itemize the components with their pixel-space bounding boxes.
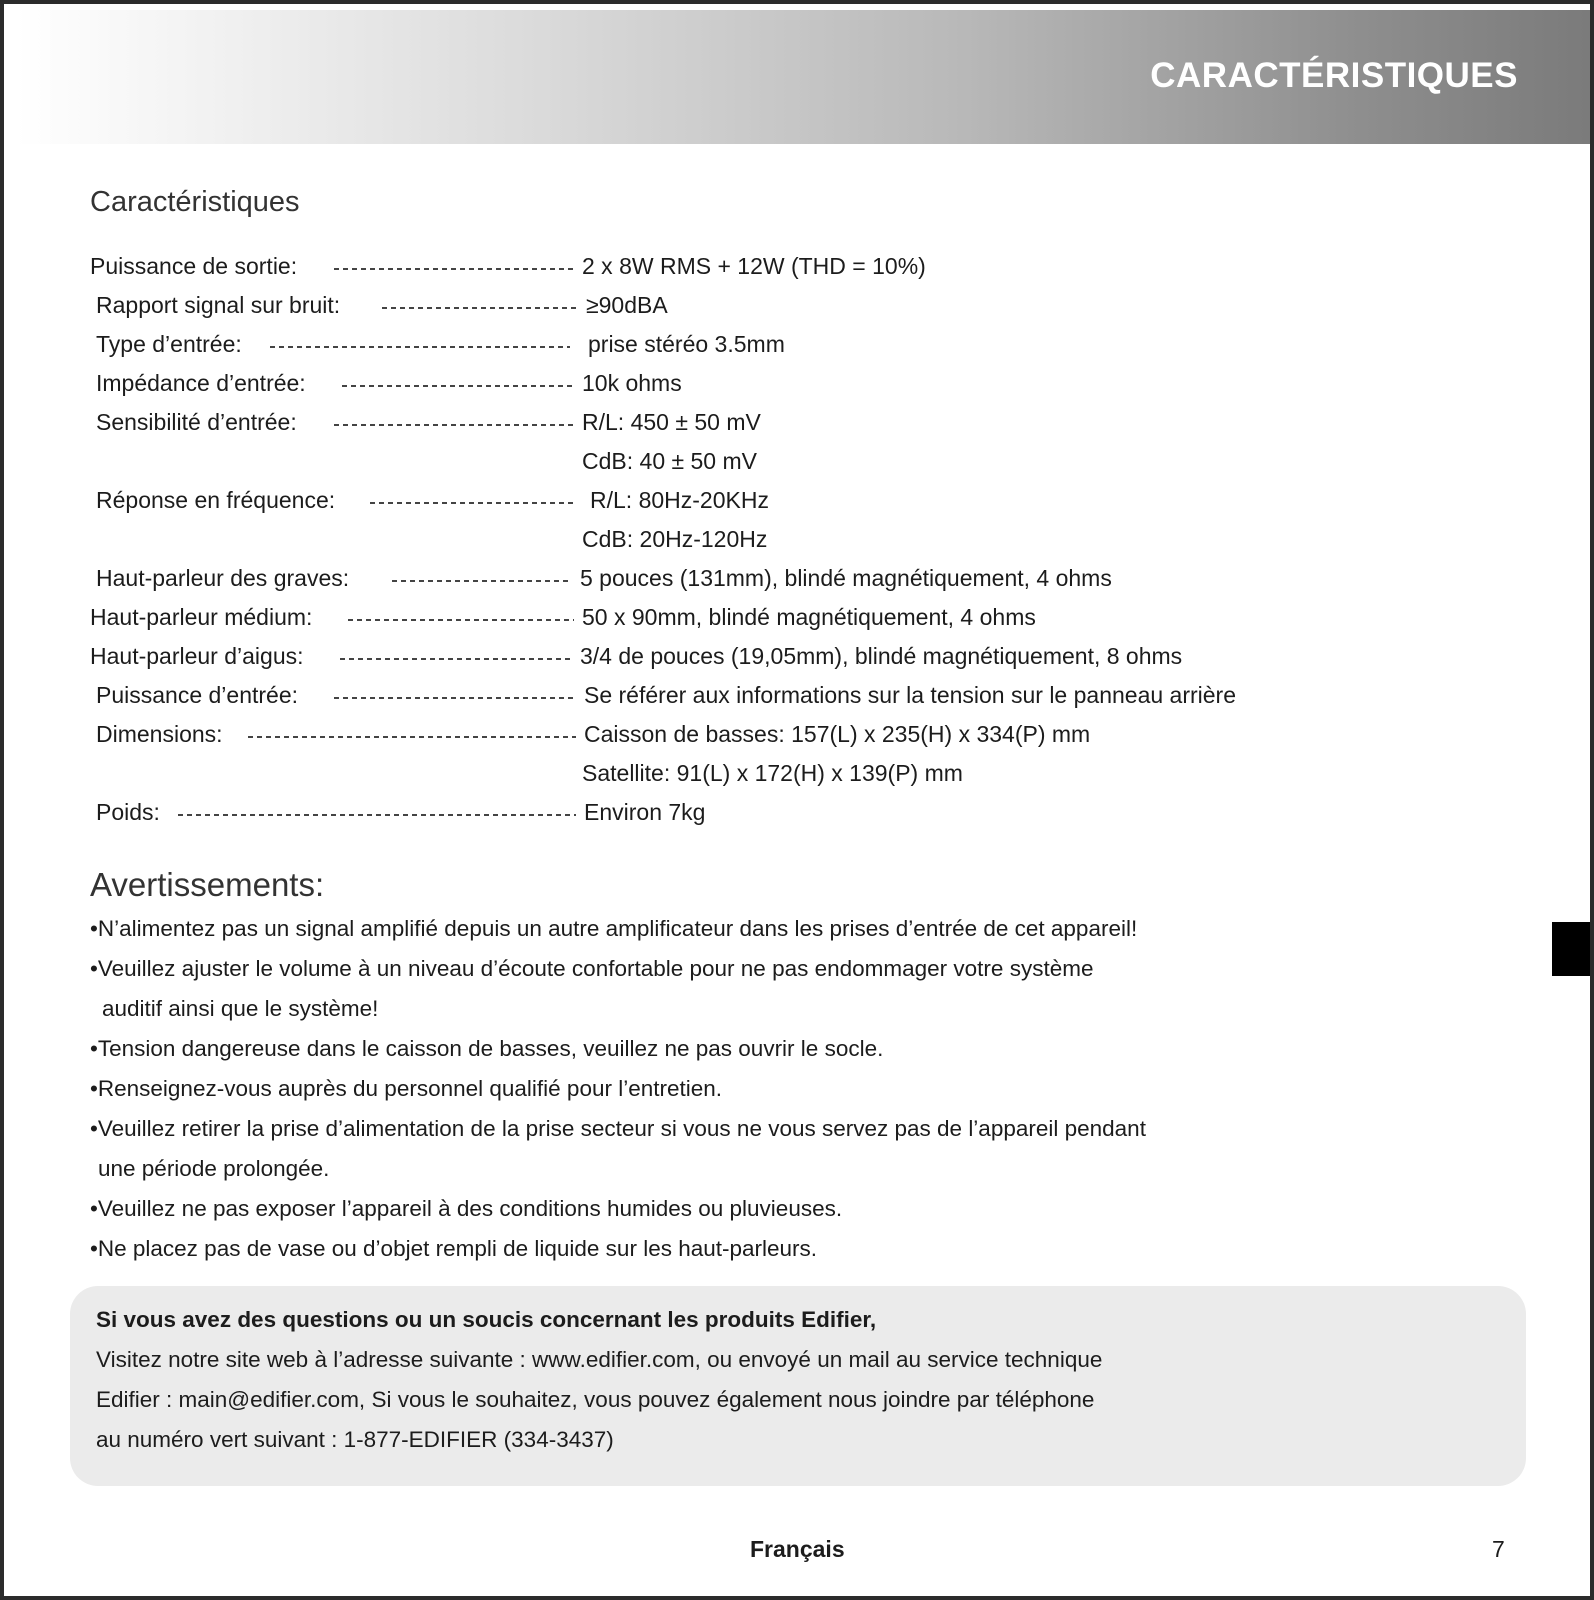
contact-line: au numéro vert suivant : 1-877-EDIFIER (334-3437) xyxy=(96,1427,614,1452)
spec-value: R/L: 80Hz-20KHz xyxy=(590,487,769,513)
spec-row xyxy=(4,402,1594,442)
spec-leader-dashes xyxy=(334,246,574,286)
spec-label: Haut-parleur des graves: xyxy=(96,565,350,591)
spec-leader-dashes xyxy=(392,558,572,598)
contact-heading: Si vous avez des questions ou un soucis concernant les produits Edifier, xyxy=(96,1307,877,1332)
spec-row xyxy=(4,636,1594,676)
spec-value: CdB: 20Hz-120Hz xyxy=(582,526,768,552)
spec-row xyxy=(4,441,1594,481)
spec-value: 5 pouces (131mm), blindé magnétiquement, 4 ohms xyxy=(580,565,1112,591)
spec-label: Réponse en fréquence: xyxy=(96,487,336,513)
spec-value: Satellite: 91(L) x 172(H) x 139(P) mm xyxy=(582,760,963,786)
contact-line: Visitez notre site web à l’adresse suivante : www.edifier.com, ou envoyé un mail au service technique xyxy=(96,1347,1103,1372)
spec-value: ≥90dBA xyxy=(586,292,668,318)
spec-leader-dashes xyxy=(248,714,576,754)
spec-row xyxy=(4,675,1594,715)
spec-value: prise stéréo 3.5mm xyxy=(588,331,785,357)
spec-row xyxy=(4,519,1594,559)
spec-value: 10k ohms xyxy=(582,370,682,396)
footer-language: Français xyxy=(750,1536,845,1562)
spec-value: 3/4 de pouces (19,05mm), blindé magnétiquement, 8 ohms xyxy=(580,643,1183,669)
spec-row xyxy=(4,363,1594,403)
spec-value: Caisson de basses: 157(L) x 235(H) x 334(P) mm xyxy=(584,721,1091,747)
spec-value: Se référer aux informations sur la tension sur le panneau arrière xyxy=(584,682,1237,708)
spec-row xyxy=(4,753,1594,793)
warning-line: •Ne placez pas de vase ou d’objet rempli de liquide sur les haut-parleurs. xyxy=(90,1236,818,1261)
spec-leader-dashes xyxy=(270,324,570,364)
warnings-title: Avertissements: xyxy=(90,866,325,903)
spec-row xyxy=(4,714,1594,754)
spec-leader-dashes xyxy=(382,285,578,325)
spec-label: Haut-parleur d’aigus: xyxy=(90,643,304,669)
spec-leader-dashes xyxy=(348,597,574,637)
spec-leader-dashes xyxy=(178,792,576,832)
page-header-title: CARACTÉRISTIQUES xyxy=(1150,56,1518,95)
spec-value: 2 x 8W RMS + 12W (THD = 10%) xyxy=(582,253,926,279)
contact-line: Edifier : main@edifier.com, Si vous le souhaitez, vous pouvez également nous joindre par téléphone xyxy=(96,1387,1095,1412)
spec-label: Dimensions: xyxy=(96,721,223,747)
warning-line: •Veuillez ne pas exposer l’appareil à des conditions humides ou pluvieuses. xyxy=(90,1196,843,1221)
page-number: 7 xyxy=(1492,1536,1505,1562)
spec-value: Environ 7kg xyxy=(584,799,706,825)
spec-leader-dashes xyxy=(370,480,576,520)
warning-line: •Veuillez ajuster le volume à un niveau d’écoute confortable pour ne pas endommager votre système xyxy=(90,956,1094,981)
spec-label: Impédance d’entrée: xyxy=(96,370,306,396)
warning-line: une période prolongée. xyxy=(98,1156,330,1181)
warning-line: •Veuillez retirer la prise d’alimentation de la prise secteur si vous ne vous servez pas de l’appareil pendant xyxy=(90,1116,1146,1141)
spec-label: Sensibilité d’entrée: xyxy=(96,409,297,435)
section-tab-marker xyxy=(1552,922,1590,976)
warning-line: •N’alimentez pas un signal amplifié depuis un autre amplificateur dans les prises d’entrée de cet appareil! xyxy=(90,916,1138,941)
spec-label: Puissance de sortie: xyxy=(90,253,298,279)
spec-row xyxy=(4,246,1594,286)
spec-row xyxy=(4,792,1594,832)
spec-value: CdB: 40 ± 50 mV xyxy=(582,448,757,474)
spec-label: Puissance d’entrée: xyxy=(96,682,299,708)
spec-leader-dashes xyxy=(334,402,574,442)
spec-row xyxy=(4,324,1594,364)
spec-leader-dashes xyxy=(340,636,572,676)
warning-line: •Renseignez-vous auprès du personnel qualifié pour l’entretien. xyxy=(90,1076,723,1101)
spec-row xyxy=(4,597,1594,637)
spec-row xyxy=(4,558,1594,598)
spec-value: R/L: 450 ± 50 mV xyxy=(582,409,761,435)
warning-line: auditif ainsi que le système! xyxy=(102,996,379,1021)
warning-line: •Tension dangereuse dans le caisson de basses, veuillez ne pas ouvrir le socle. xyxy=(90,1036,884,1061)
spec-label: Poids: xyxy=(96,799,160,825)
spec-leader-dashes xyxy=(342,363,574,403)
spec-value: 50 x 90mm, blindé magnétiquement, 4 ohms xyxy=(582,604,1036,630)
spec-label: Type d’entrée: xyxy=(96,331,242,357)
spec-label: Haut-parleur médium: xyxy=(90,604,313,630)
spec-row xyxy=(4,480,1594,520)
spec-label: Rapport signal sur bruit: xyxy=(96,292,341,318)
spec-leader-dashes xyxy=(334,675,576,715)
spec-row xyxy=(4,285,1594,325)
specifications-title: Caractéristiques xyxy=(90,186,300,218)
